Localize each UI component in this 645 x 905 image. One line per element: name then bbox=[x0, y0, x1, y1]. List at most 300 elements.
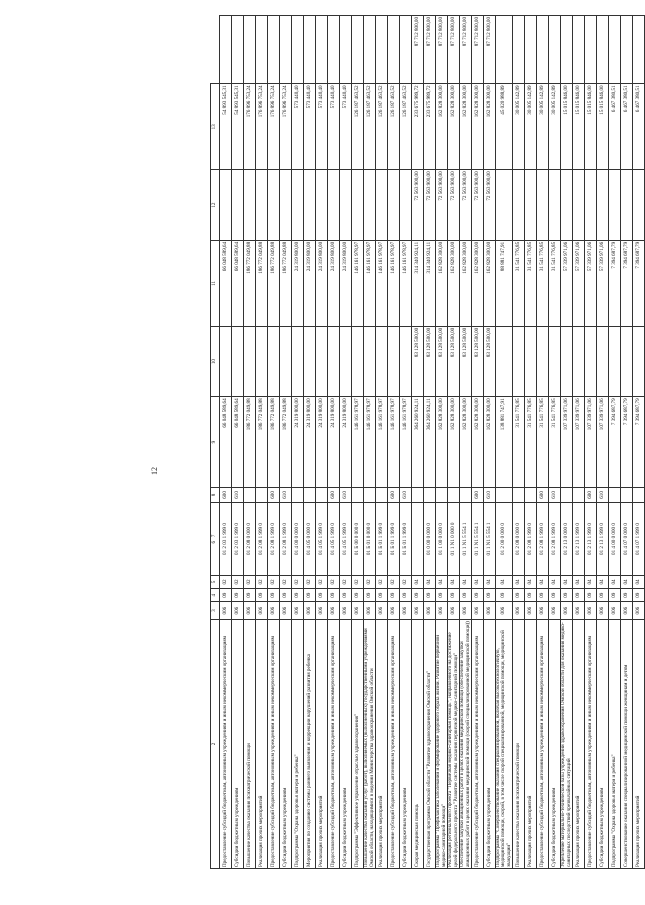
row-amount-3: 30 005 142,89 bbox=[537, 84, 549, 170]
row-name: Предоставление субсидий бюджетным, автономным учреждениям и иным некоммерческим организациям bbox=[388, 619, 400, 868]
row-amount-2: 7 394 687,79 bbox=[621, 240, 633, 326]
row-amount-3-fed bbox=[496, 16, 513, 84]
row-expense-type: 600 bbox=[388, 487, 400, 502]
row-name: Субсидии бюджетным учреждениям bbox=[280, 619, 292, 868]
row-target-code: 01 4 07 1 999 0 bbox=[633, 503, 645, 576]
row-amount-1: 107 339 971,06 bbox=[585, 397, 597, 487]
table-row bbox=[525, 16, 537, 869]
row-expense-type: 610 bbox=[597, 487, 609, 502]
row-amount-3: 162 828 300,00 bbox=[436, 84, 448, 170]
row-expense-type bbox=[525, 487, 537, 502]
row-code: 006 bbox=[537, 602, 549, 620]
row-code: 006 bbox=[573, 602, 585, 620]
column-number: 12 bbox=[211, 170, 220, 241]
row-amount-1-fed: 83 128 500,00 bbox=[448, 326, 460, 397]
row-amount-3-fed bbox=[316, 16, 328, 84]
row-name: Реализация прочих мероприятий bbox=[633, 619, 645, 868]
table-row bbox=[364, 16, 376, 869]
column-number: 13 bbox=[211, 84, 220, 170]
table-row bbox=[549, 16, 561, 869]
row-amount-3-fed bbox=[304, 16, 316, 84]
row-code: 006 bbox=[484, 602, 496, 620]
row-amount-2-fed bbox=[621, 170, 633, 241]
row-name: Подпрограмма "Эффективное управление отраслью здравоохранения" bbox=[352, 619, 364, 868]
row-name: Предоставление субсидий бюджетным, автономным учреждениям и иным некоммерческим организациям bbox=[472, 619, 484, 868]
row-amount-1-fed bbox=[496, 326, 513, 397]
row-section: 09 bbox=[448, 589, 460, 602]
row-subsection: 04 bbox=[496, 575, 513, 588]
row-amount-1: 31 541 776,85 bbox=[537, 397, 549, 487]
row-target-code: 01 1 N1 5 554 1 bbox=[460, 503, 472, 576]
row-amount-1: 107 339 971,06 bbox=[561, 397, 573, 487]
row-amount-3: 54 893 545,31 bbox=[220, 84, 232, 170]
row-amount-2-fed bbox=[256, 170, 268, 241]
row-name: Реализация прочих мероприятий bbox=[316, 619, 328, 868]
row-code: 006 bbox=[292, 602, 304, 620]
row-amount-1-fed bbox=[256, 326, 268, 397]
row-section: 09 bbox=[364, 589, 376, 602]
row-target-code: 01 2 00 0 000 0 bbox=[496, 503, 513, 576]
row-amount-3: 162 828 300,00 bbox=[460, 84, 472, 170]
row-subsection: 02 bbox=[388, 575, 400, 588]
row-target-code: 01 2 08 0 000 0 bbox=[513, 503, 525, 576]
table-row bbox=[412, 16, 424, 869]
row-amount-3: 176 896 753,24 bbox=[280, 84, 292, 170]
row-name: Подпрограмма "Охрана здоровья матери и ребенка" bbox=[609, 619, 621, 868]
row-target-code: 01 4 05 1 999 0 bbox=[328, 503, 340, 576]
row-subsection: 04 bbox=[424, 575, 436, 588]
column-number: 3 bbox=[211, 602, 220, 620]
row-amount-1: 364 260 924,11 bbox=[412, 397, 424, 487]
row-section: 09 bbox=[232, 589, 244, 602]
row-name: Предоставление субсидий бюджетным, автономным учреждениям и иным некоммерческим организациям bbox=[585, 619, 597, 868]
row-subsection: 02 bbox=[364, 575, 376, 588]
row-subsection: 04 bbox=[460, 575, 472, 588]
row-amount-2-fed: 72 563 900,00 bbox=[436, 170, 448, 241]
column-number-row bbox=[211, 16, 220, 869]
row-amount-3-fed: 87 712 800,00 bbox=[436, 16, 448, 84]
row-amount-2-fed: 72 563 900,00 bbox=[472, 170, 484, 241]
table-row bbox=[292, 16, 304, 869]
row-subsection: 04 bbox=[484, 575, 496, 588]
row-amount-3-fed bbox=[513, 16, 525, 84]
row-code: 006 bbox=[376, 602, 388, 620]
row-amount-3-fed: 87 712 800,00 bbox=[460, 16, 472, 84]
row-amount-1: 24 319 800,00 bbox=[292, 397, 304, 487]
row-name: Субсидии бюджетным учреждениям bbox=[484, 619, 496, 868]
row-amount-3: 176 896 753,24 bbox=[256, 84, 268, 170]
row-target-code: 01 2 03 1 999 0 bbox=[220, 503, 232, 576]
row-amount-1: 107 339 971,06 bbox=[597, 397, 609, 487]
row-amount-3-fed bbox=[280, 16, 292, 84]
row-amount-1: 146 161 978,97 bbox=[388, 397, 400, 487]
row-amount-1-fed bbox=[376, 326, 388, 397]
row-amount-2: 314 340 924,11 bbox=[412, 240, 424, 326]
row-amount-2: 66 048 589,64 bbox=[232, 240, 244, 326]
row-target-code: 01 1 N1 0 000 0 bbox=[448, 503, 460, 576]
row-section: 09 bbox=[549, 589, 561, 602]
row-target-code: 01 2 03 1 999 0 bbox=[232, 503, 244, 576]
row-amount-1-fed bbox=[304, 326, 316, 397]
row-amount-3-fed bbox=[633, 16, 645, 84]
row-code: 006 bbox=[280, 602, 292, 620]
row-name: Подпрограмма "Охрана здоровья матери и ребенка" bbox=[292, 619, 304, 868]
row-amount-2-fed: 72 563 900,00 bbox=[424, 170, 436, 241]
row-amount-1: 186 772 049,88 bbox=[256, 397, 268, 487]
row-amount-2-fed bbox=[597, 170, 609, 241]
row-amount-3: 30 005 142,89 bbox=[513, 84, 525, 170]
row-amount-3-fed bbox=[537, 16, 549, 84]
row-amount-1: 66 048 589,64 bbox=[232, 397, 244, 487]
row-code: 006 bbox=[460, 602, 472, 620]
row-amount-3: 15 015 846,00 bbox=[573, 84, 585, 170]
row-amount-2: 146 161 978,97 bbox=[400, 240, 412, 326]
row-amount-2: 31 541 776,85 bbox=[549, 240, 561, 326]
row-amount-1: 7 394 687,79 bbox=[609, 397, 621, 487]
row-code: 006 bbox=[316, 602, 328, 620]
row-name: Мероприятия по созданию системы раннего выявления и коррекции нарушений развития ребенка bbox=[304, 619, 316, 868]
row-amount-3-fed bbox=[573, 16, 585, 84]
row-expense-type bbox=[621, 487, 633, 502]
row-amount-2: 186 772 049,88 bbox=[280, 240, 292, 326]
row-amount-3-fed bbox=[400, 16, 412, 84]
table-row bbox=[496, 16, 513, 869]
row-amount-3-fed bbox=[256, 16, 268, 84]
row-target-code: 01 2 13 0 000 0 bbox=[561, 503, 573, 576]
row-name: Реализация прочих мероприятий bbox=[525, 619, 537, 868]
row-expense-type bbox=[316, 487, 328, 502]
row-subsection: 02 bbox=[268, 575, 280, 588]
row-section: 09 bbox=[561, 589, 573, 602]
row-amount-1-fed bbox=[340, 326, 352, 397]
row-amount-2-fed bbox=[388, 170, 400, 241]
row-subsection: 02 bbox=[232, 575, 244, 588]
row-amount-2: 24 319 800,00 bbox=[292, 240, 304, 326]
row-expense-type bbox=[352, 487, 364, 502]
row-amount-2: 162 828 300,00 bbox=[460, 240, 472, 326]
row-amount-1: 31 541 776,85 bbox=[549, 397, 561, 487]
row-amount-1: 146 161 978,97 bbox=[376, 397, 388, 487]
row-target-code: 01 4 07 0 000 0 bbox=[621, 503, 633, 576]
row-amount-3: 176 896 753,24 bbox=[268, 84, 280, 170]
row-section: 09 bbox=[316, 589, 328, 602]
row-amount-3-fed bbox=[525, 16, 537, 84]
row-amount-1-fed: 83 128 500,00 bbox=[424, 326, 436, 397]
row-section: 09 bbox=[424, 589, 436, 602]
table-row bbox=[484, 16, 496, 869]
row-amount-3-fed: 87 712 800,00 bbox=[412, 16, 424, 84]
row-subsection: 04 bbox=[597, 575, 609, 588]
table-row bbox=[621, 16, 633, 869]
row-amount-3: 573 440,40 bbox=[316, 84, 328, 170]
row-amount-1-fed: 83 128 500,00 bbox=[436, 326, 448, 397]
table-row bbox=[328, 16, 340, 869]
row-amount-3: 30 005 142,89 bbox=[525, 84, 537, 170]
table-row bbox=[388, 16, 400, 869]
row-amount-2: 162 828 300,00 bbox=[472, 240, 484, 326]
column-number: 9 bbox=[211, 397, 220, 487]
row-amount-1: 24 319 800,00 bbox=[316, 397, 328, 487]
row-amount-2-fed: 72 563 900,00 bbox=[460, 170, 472, 241]
row-subsection: 04 bbox=[549, 575, 561, 588]
table-row bbox=[609, 16, 621, 869]
row-name: Подпрограмма "Профилактика заболеваний и формирование здорового образа жизни. Развитие первичной медико-санитарной помощи" bbox=[436, 619, 448, 868]
row-code: 006 bbox=[597, 602, 609, 620]
row-code: 006 bbox=[633, 602, 645, 620]
table-row bbox=[280, 16, 292, 869]
row-amount-3: 126 187 463,52 bbox=[388, 84, 400, 170]
row-code: 006 bbox=[549, 602, 561, 620]
row-target-code: 01 1 00 0 000 0 bbox=[436, 503, 448, 576]
row-code: 006 bbox=[525, 602, 537, 620]
row-expense-type bbox=[424, 487, 436, 502]
row-target-code: 01 Б 01 1 999 0 bbox=[400, 503, 412, 576]
table-row bbox=[633, 16, 645, 869]
row-amount-1-fed bbox=[537, 326, 549, 397]
row-target-code: 01 Б 01 1 999 0 bbox=[388, 503, 400, 576]
row-name: Реализация регионального проекта "Первичная медико-санитарная помощь", направленного на достижение целей федерального проекта "Развитие системы оказания первичной медико-санитарной помощи" bbox=[448, 619, 460, 868]
column-number: 5 bbox=[211, 575, 220, 588]
table-row bbox=[472, 16, 484, 869]
row-expense-type: 600 bbox=[268, 487, 280, 502]
row-name: Субсидии бюджетным учреждениям bbox=[340, 619, 352, 868]
row-code: 006 bbox=[472, 602, 484, 620]
row-target-code: 01 2 08 1 999 0 bbox=[537, 503, 549, 576]
row-amount-1: 186 772 049,88 bbox=[244, 397, 256, 487]
row-expense-type: 600 bbox=[472, 487, 484, 502]
row-amount-3-fed bbox=[352, 16, 364, 84]
row-subsection: 04 bbox=[633, 575, 645, 588]
row-amount-3-fed bbox=[220, 16, 232, 84]
row-amount-2: 57 339 971,06 bbox=[585, 240, 597, 326]
row-amount-3-fed bbox=[268, 16, 280, 84]
row-subsection: 02 bbox=[352, 575, 364, 588]
row-amount-1-fed: 83 128 500,00 bbox=[472, 326, 484, 397]
row-target-code: 01 Б 01 1 999 0 bbox=[376, 503, 388, 576]
row-amount-2-fed bbox=[220, 170, 232, 241]
row-name: Совершенствование оказания специализированной медицинской помощи женщинам и детям bbox=[621, 619, 633, 868]
row-code: 006 bbox=[496, 602, 513, 620]
row-amount-3: 6 467 380,51 bbox=[621, 84, 633, 170]
row-name: Субсидии бюджетным учреждениям bbox=[597, 619, 609, 868]
row-target-code: 01 1 N1 5 554 1 bbox=[472, 503, 484, 576]
row-expense-type: 610 bbox=[549, 487, 561, 502]
row-amount-2-fed bbox=[549, 170, 561, 241]
row-amount-2-fed bbox=[537, 170, 549, 241]
row-name: Субсидии бюджетным учреждениям bbox=[549, 619, 561, 868]
row-amount-2-fed bbox=[340, 170, 352, 241]
row-target-code: 01 Б 00 0 000 0 bbox=[352, 503, 364, 576]
row-section: 09 bbox=[268, 589, 280, 602]
row-code: 006 bbox=[621, 602, 633, 620]
row-amount-2: 146 161 978,97 bbox=[388, 240, 400, 326]
row-name: Повышение качества оказания психиатрической помощи bbox=[244, 619, 256, 868]
row-amount-2-fed: 72 563 900,00 bbox=[412, 170, 424, 241]
row-amount-2-fed bbox=[352, 170, 364, 241]
row-target-code: 01 2 08 1 999 0 bbox=[280, 503, 292, 576]
table-row bbox=[561, 16, 573, 869]
row-amount-1-fed bbox=[573, 326, 585, 397]
row-amount-1: 66 048 589,64 bbox=[220, 397, 232, 487]
row-name: Реализация прочих мероприятий bbox=[376, 619, 388, 868]
row-target-code: 01 2 13 1 999 0 bbox=[573, 503, 585, 576]
row-amount-3: 54 893 545,31 bbox=[232, 84, 244, 170]
table-row bbox=[537, 16, 549, 869]
row-subsection: 04 bbox=[412, 575, 424, 588]
row-subsection: 04 bbox=[585, 575, 597, 588]
row-amount-3-fed bbox=[376, 16, 388, 84]
row-amount-3-fed bbox=[232, 16, 244, 84]
row-amount-1-fed bbox=[268, 326, 280, 397]
row-target-code: 01 4 00 0 000 0 bbox=[292, 503, 304, 576]
row-subsection: 02 bbox=[376, 575, 388, 588]
row-target-code: 01 4 05 1 999 0 bbox=[316, 503, 328, 576]
row-amount-2: 57 339 971,06 bbox=[597, 240, 609, 326]
row-code: 006 bbox=[244, 602, 256, 620]
row-amount-3-fed bbox=[621, 16, 633, 84]
row-amount-2-fed bbox=[328, 170, 340, 241]
row-amount-3-fed bbox=[549, 16, 561, 84]
row-amount-1-fed bbox=[549, 326, 561, 397]
row-amount-1: 146 161 978,97 bbox=[400, 397, 412, 487]
row-name: Подпрограмма "Совершенствование оказания специализированной, включая высокотехнологичную, медицинской помощи, скорой, в том числе скорой специализированной, медицинской помощи, медицинской эвакуации" bbox=[496, 619, 513, 868]
row-code: 006 bbox=[561, 602, 573, 620]
row-expense-type: 600 bbox=[328, 487, 340, 502]
row-amount-3: 162 828 300,00 bbox=[448, 84, 460, 170]
table-row bbox=[436, 16, 448, 869]
row-amount-2: 31 541 776,85 bbox=[525, 240, 537, 326]
row-subsection: 04 bbox=[472, 575, 484, 588]
row-amount-2: 7 394 687,79 bbox=[633, 240, 645, 326]
row-code: 006 bbox=[232, 602, 244, 620]
row-code: 006 bbox=[328, 602, 340, 620]
row-section: 09 bbox=[585, 589, 597, 602]
row-subsection: 04 bbox=[525, 575, 537, 588]
row-amount-1-fed bbox=[633, 326, 645, 397]
row-expense-type: 610 bbox=[340, 487, 352, 502]
row-target-code: 01 2 13 1 999 0 bbox=[597, 503, 609, 576]
row-section: 09 bbox=[513, 589, 525, 602]
row-expense-type: 610 bbox=[484, 487, 496, 502]
column-number: 11 bbox=[211, 240, 220, 326]
row-amount-1-fed bbox=[597, 326, 609, 397]
row-amount-1: 146 161 978,97 bbox=[364, 397, 376, 487]
row-amount-2-fed bbox=[573, 170, 585, 241]
table-row bbox=[585, 16, 597, 869]
row-amount-2-fed bbox=[513, 170, 525, 241]
row-amount-1: 7 394 687,79 bbox=[621, 397, 633, 487]
row-amount-3: 15 015 846,00 bbox=[561, 84, 573, 170]
row-amount-1: 24 319 800,00 bbox=[340, 397, 352, 487]
row-subsection: 04 bbox=[436, 575, 448, 588]
row-name: Обеспечение закупки авиационных работ в целях оказания медицинской помощи (обеспечение закупки авиационных работ в целях оказания медицинской помощи (скорой специализированной медицинской помощи)) bbox=[459, 621, 471, 867]
row-section: 09 bbox=[633, 589, 645, 602]
row-code: 006 bbox=[352, 602, 364, 620]
row-code: 006 bbox=[412, 602, 424, 620]
row-subsection: 02 bbox=[400, 575, 412, 588]
row-amount-3-fed bbox=[561, 16, 573, 84]
row-section: 09 bbox=[484, 589, 496, 602]
row-amount-2-fed bbox=[280, 170, 292, 241]
row-amount-3-fed: 87 712 800,00 bbox=[424, 16, 436, 84]
row-amount-1-fed bbox=[525, 326, 537, 397]
row-section: 09 bbox=[340, 589, 352, 602]
row-amount-1-fed bbox=[364, 326, 376, 397]
row-code: 006 bbox=[388, 602, 400, 620]
row-amount-2: 57 339 971,06 bbox=[561, 240, 573, 326]
row-name: Субсидии бюджетным учреждениям bbox=[232, 619, 244, 868]
row-amount-2-fed bbox=[268, 170, 280, 241]
row-amount-2-fed: 72 563 900,00 bbox=[484, 170, 496, 241]
row-target-code: 01 2 08 1 999 0 bbox=[268, 503, 280, 576]
row-amount-2: 162 828 300,00 bbox=[436, 240, 448, 326]
row-section: 09 bbox=[537, 589, 549, 602]
row-amount-2-fed bbox=[585, 170, 597, 241]
row-amount-2-fed bbox=[364, 170, 376, 241]
row-subsection: 04 bbox=[561, 575, 573, 588]
row-code: 006 bbox=[436, 602, 448, 620]
row-section: 09 bbox=[244, 589, 256, 602]
row-amount-3-fed: 87 712 800,00 bbox=[484, 16, 496, 84]
row-amount-1: 107 339 971,06 bbox=[573, 397, 585, 487]
table-row bbox=[256, 16, 268, 869]
row-amount-3: 15 015 846,00 bbox=[585, 84, 597, 170]
row-amount-3-fed bbox=[597, 16, 609, 84]
row-amount-2: 7 394 687,79 bbox=[609, 240, 621, 326]
row-name: Предоставление субсидий бюджетным, автономным учреждениям и иным некоммерческим организациям bbox=[328, 619, 340, 868]
row-subsection: 02 bbox=[292, 575, 304, 588]
row-target-code: 01 Б 01 0 000 0 bbox=[364, 503, 376, 576]
row-amount-3: 6 467 380,51 bbox=[633, 84, 645, 170]
row-amount-3: 126 187 463,52 bbox=[400, 84, 412, 170]
row-amount-2-fed bbox=[496, 170, 513, 241]
row-amount-3: 30 005 142,89 bbox=[549, 84, 561, 170]
row-amount-1: 162 828 300,00 bbox=[472, 397, 484, 487]
row-amount-2-fed bbox=[561, 170, 573, 241]
row-target-code: 01 2 08 0 000 0 bbox=[244, 503, 256, 576]
row-subsection: 02 bbox=[328, 575, 340, 588]
row-code: 006 bbox=[400, 602, 412, 620]
row-amount-1: 364 260 924,11 bbox=[424, 397, 436, 487]
row-amount-1-fed bbox=[232, 326, 244, 397]
row-amount-3-fed bbox=[388, 16, 400, 84]
table-row bbox=[352, 16, 364, 869]
row-code: 006 bbox=[256, 602, 268, 620]
row-amount-3: 162 828 300,00 bbox=[472, 84, 484, 170]
row-name: Предоставление субсидий бюджетным, автономным учреждениям и иным некоммерческим организациям bbox=[537, 619, 549, 868]
row-expense-type: 610 bbox=[232, 487, 244, 502]
row-expense-type bbox=[436, 487, 448, 502]
row-amount-3: 45 020 988,89 bbox=[496, 84, 513, 170]
row-amount-3: 573 440,40 bbox=[292, 84, 304, 170]
row-amount-1-fed bbox=[400, 326, 412, 397]
row-amount-3-fed bbox=[364, 16, 376, 84]
table-row bbox=[268, 16, 280, 869]
row-amount-1: 24 319 800,00 bbox=[328, 397, 340, 487]
row-amount-3: 6 467 380,51 bbox=[609, 84, 621, 170]
row-section: 09 bbox=[472, 589, 484, 602]
row-amount-2: 186 772 049,88 bbox=[268, 240, 280, 326]
column-number: 6 7 bbox=[211, 503, 220, 576]
row-section: 09 bbox=[280, 589, 292, 602]
row-name: Предоставление субсидий бюджетным, автономным учреждениям и иным некоммерческим организациям bbox=[220, 619, 232, 868]
row-expense-type bbox=[460, 487, 472, 502]
row-amount-1: 7 394 687,79 bbox=[633, 397, 645, 487]
row-target-code bbox=[412, 503, 424, 576]
row-amount-3-fed bbox=[340, 16, 352, 84]
table-row bbox=[304, 16, 316, 869]
row-amount-3-fed: 87 712 800,00 bbox=[448, 16, 460, 84]
